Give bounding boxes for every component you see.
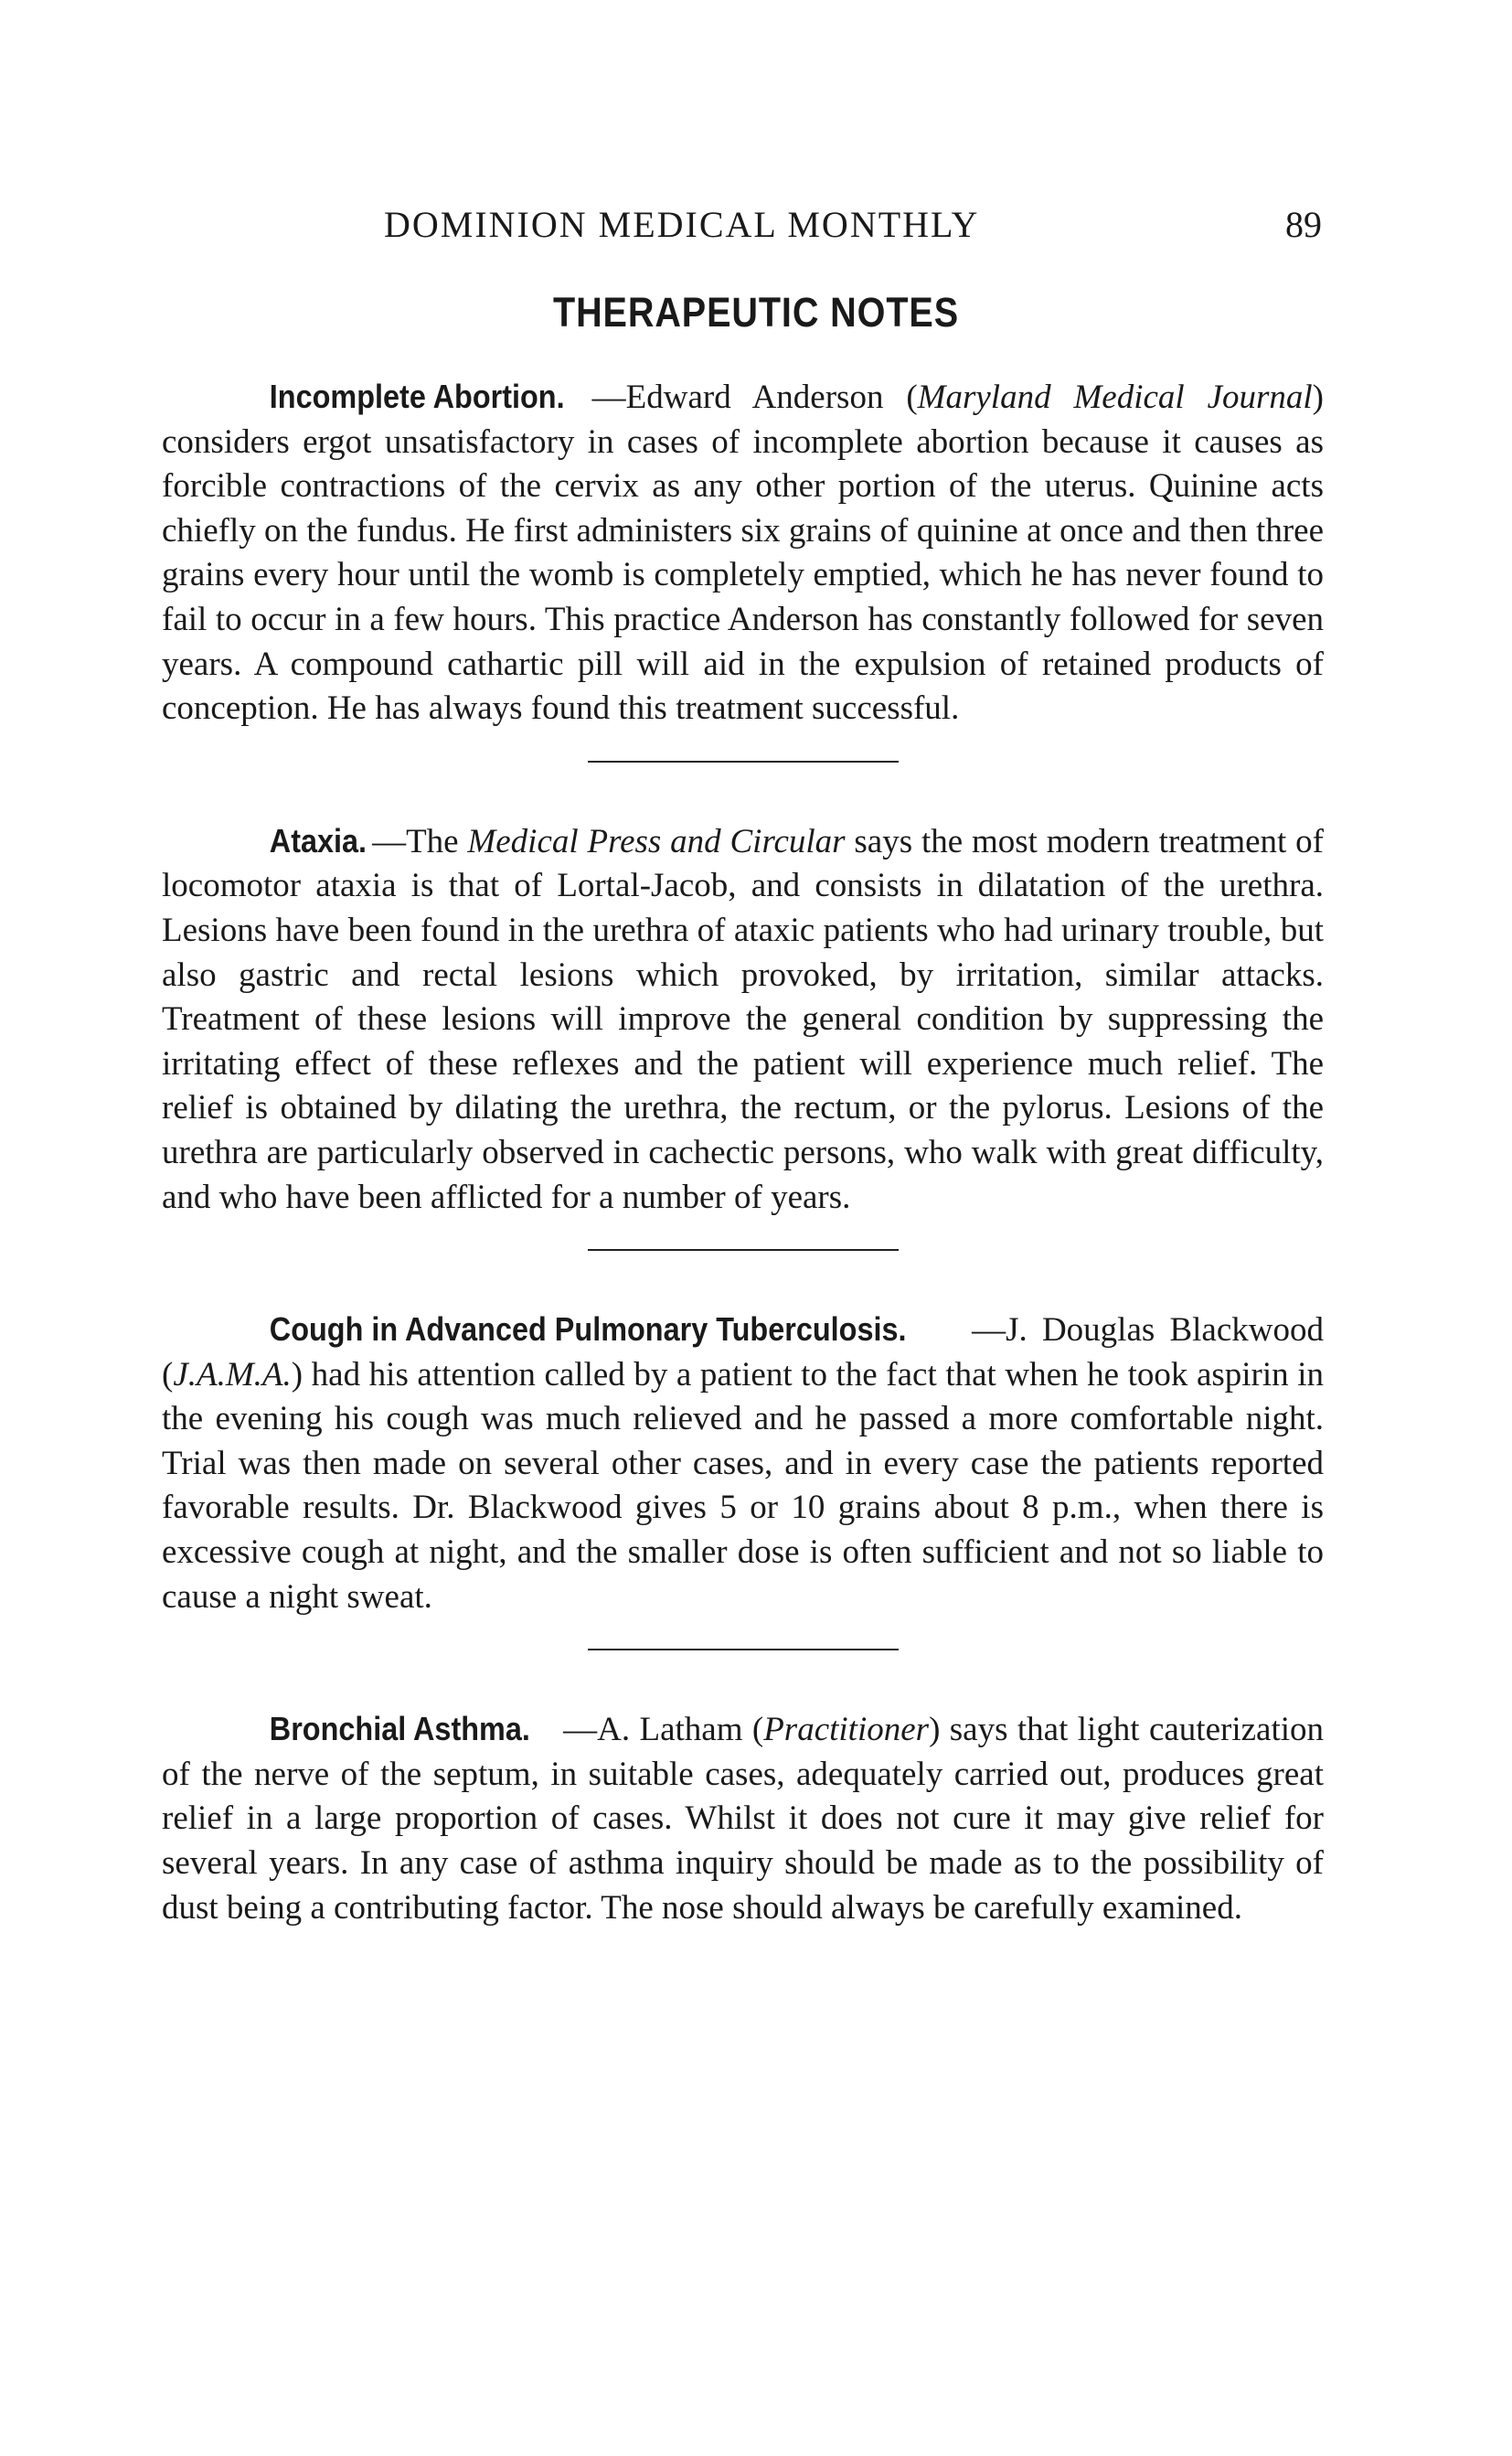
article-text: ) had his attention called by a patient to the fact that when he took aspirin in the evening his cough was much relieved and he passed a more comfortable night. Trial was then made on several other cases, and in every case the patients reported favorable results. Dr. Blackwood gives 5 or 10 grains about 8 p.m., when there is excessive cough at night, and the smaller dose is often sufficient and not so liable to cause a night sweat. xyxy=(162,1355,1324,1616)
article-paragraph xyxy=(162,1308,1324,1619)
article-text: says the most modern treatment of locomotor ataxia is that of Lortal-Jacob, and consists in dilatation of the urethra. Lesions have been found in the urethra of ataxic patients who had urinary trouble, but also gastric and rectal lesions which provoked, by irritation, similar attacks. Treatment of these lesions will improve the general condition by suppressing the irritating effect of these reflexes and the patient will experience much relief. The relief is obtained by dilating the urethra, the rectum, or the pylorus. Lesions of the urethra are particularly observed in cachectic persons, who walk with great difficulty, and who have been afflicted for a number of years. xyxy=(162,822,1324,1216)
article-paragraph xyxy=(162,1707,1324,1930)
source-title: Practitioner xyxy=(763,1711,930,1749)
page-number: 89 xyxy=(1285,204,1322,245)
article-heading: Ataxia. xyxy=(269,821,367,860)
running-head xyxy=(0,203,1512,249)
source-title: Maryland Medical Journal xyxy=(917,379,1313,416)
article-text-before: —Edward Anderson ( xyxy=(591,379,918,416)
article-ataxia xyxy=(162,819,1324,1220)
source-title: Medical Press and Circular xyxy=(467,822,846,860)
journal-name: DOMINION MEDICAL MONTHLY xyxy=(384,204,980,245)
article-list xyxy=(162,375,1324,1930)
section-title: THERAPEUTIC NOTES xyxy=(553,289,959,336)
article-cough-tuberculosis xyxy=(162,1308,1324,1619)
article-paragraph xyxy=(162,819,1324,1220)
article-text-before: —The xyxy=(372,822,468,860)
article-heading: Bronchial Asthma. xyxy=(269,1710,530,1748)
article-text: ) says that light cauterization of the nerve of the septum, in suitable cases, adequately carried out, produces great relief in a large proportion of cases. Whilst it does not cure it may give relief for several years. In any case of asthma inquiry should be made as to the possibility of dust being a contributing factor. The nose should always be carefully examined. xyxy=(162,1711,1325,1927)
section-divider xyxy=(588,1649,899,1650)
article-paragraph xyxy=(162,375,1324,731)
section-divider xyxy=(588,1249,899,1251)
article-text-before: —A. Latham ( xyxy=(553,1711,764,1749)
article-heading: Incomplete Abortion. xyxy=(269,378,565,415)
article-incomplete-abortion xyxy=(162,375,1324,731)
section-divider xyxy=(588,761,899,763)
article-bronchial-asthma xyxy=(162,1707,1324,1930)
article-text-before: —J. Douglas Blackwood ( xyxy=(162,1311,1324,1394)
article-heading: Cough in Advanced Pulmonary Tuberculosis. xyxy=(269,1310,907,1349)
article-text: ) considers ergot unsatisfactory in cases of incomplete abortion because it causes as forcible contractions of the cervix as any other portion of the uterus. Quinine acts chiefly on the fundus. He first administers six grains of quinine at once and then three grains every hour until the womb is completely emptied, which he has never found to fail to occur in a few hours. This practice Anderson has constantly followed for seven years. A compound cathartic pill will aid in the expulsion of retained products of conception. He has always found this treatment successful. xyxy=(162,379,1324,728)
source-title: J.A.M.A. xyxy=(173,1355,292,1394)
